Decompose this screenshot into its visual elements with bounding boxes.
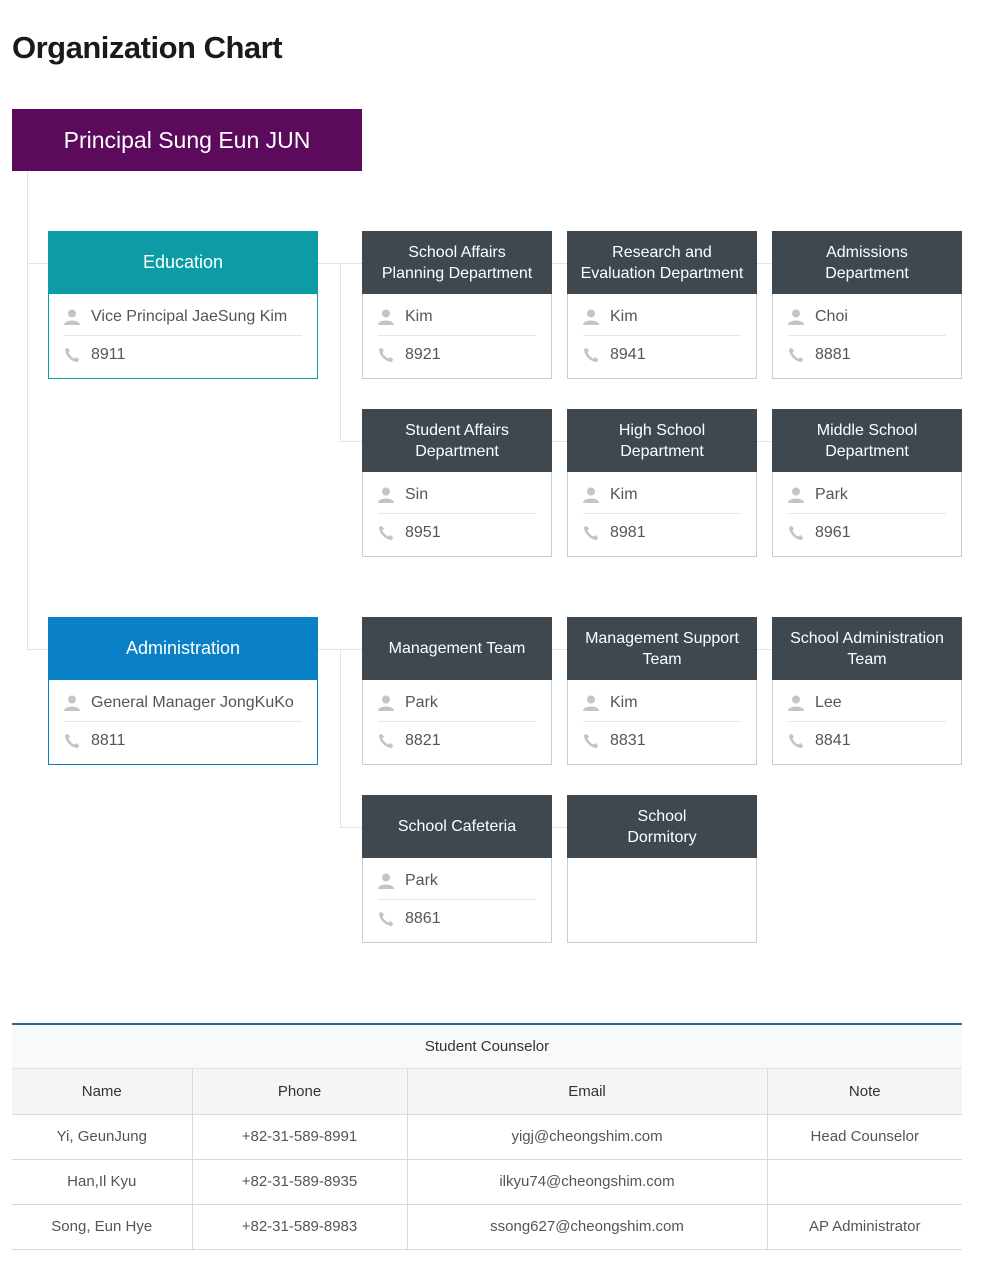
table-row: [12, 1159, 962, 1204]
department-title: School Administration Team: [772, 617, 962, 680]
phone-icon: [378, 733, 405, 749]
connector-line: [340, 827, 362, 828]
department-card: [567, 795, 757, 943]
contact-name: Park: [405, 694, 438, 711]
contact-phone-row: [583, 514, 741, 551]
person-icon: [583, 309, 610, 325]
contact-name: Park: [405, 872, 438, 889]
contact-name: Choi: [815, 308, 848, 325]
contact-name: Kim: [610, 486, 638, 503]
department-card: [362, 409, 552, 557]
department-title: School Affairs Planning Department: [362, 231, 552, 294]
contact-phone: 8841: [815, 731, 851, 749]
contact-phone-row: [583, 722, 741, 759]
contact-name: Kim: [610, 694, 638, 711]
department-card: [567, 231, 757, 379]
contact-person-row: [378, 477, 536, 514]
department-card: [362, 617, 552, 765]
table-row: [12, 1204, 962, 1249]
contact-person-row: [378, 863, 536, 900]
contact-phone-row: [378, 722, 536, 759]
cell-email: ilkyu74@cheongshim.com: [407, 1159, 767, 1204]
principal-box: Principal Sung Eun JUN: [12, 109, 362, 171]
contact-name: Sin: [405, 486, 429, 503]
cell-email: ssong627@cheongshim.com: [407, 1204, 767, 1249]
contact-phone-row: [788, 336, 946, 373]
phone-icon: [378, 525, 405, 541]
person-icon: [788, 309, 815, 325]
department-title: Research and Evaluation Department: [567, 231, 757, 294]
connector-line: [340, 263, 341, 441]
department-card: [772, 617, 962, 765]
division-title: Administration: [48, 617, 318, 680]
contact-person-row: [64, 685, 302, 722]
phone-icon: [378, 911, 405, 927]
connector-line: [27, 649, 48, 650]
person-icon: [378, 309, 405, 325]
page-title: Organization Chart: [12, 30, 283, 65]
connector-line: [757, 441, 772, 442]
department-title: Management Team: [362, 617, 552, 680]
phone-icon: [788, 347, 815, 363]
contact-person-row: [788, 299, 946, 336]
contact-person-row: [788, 685, 946, 722]
contact-phone: 8831: [610, 731, 646, 749]
contact-phone-row: [64, 336, 302, 373]
department-title: Student Affairs Department: [362, 409, 552, 472]
cell-phone: +82-31-589-8935: [192, 1159, 407, 1204]
contact-phone-row: [788, 514, 946, 551]
person-icon: [583, 695, 610, 711]
contact-phone-row: [64, 722, 302, 759]
table-header-row: [12, 1069, 962, 1114]
division-card-education: [48, 231, 318, 379]
cell-note: AP Administrator: [767, 1204, 962, 1249]
department-card: [362, 795, 552, 943]
cell-note: [767, 1159, 962, 1204]
person-icon: [788, 695, 815, 711]
phone-icon: [378, 347, 405, 363]
student-counselor-table: [12, 1023, 962, 1250]
contact-phone: 8941: [610, 345, 646, 363]
contact-name: Kim: [405, 308, 433, 325]
contact-name: Kim: [610, 308, 638, 325]
connector-line: [340, 441, 362, 442]
contact-phone: 8911: [91, 345, 126, 363]
column-header-email: Email: [407, 1069, 767, 1114]
department-title: School Cafeteria: [362, 795, 552, 858]
contact-phone-row: [378, 514, 536, 551]
connector-line: [552, 263, 567, 264]
contact-name: Lee: [815, 694, 842, 711]
contact-phone-row: [378, 900, 536, 937]
department-title: Admissions Department: [772, 231, 962, 294]
contact-phone: 8821: [405, 731, 441, 749]
division-card-administration: [48, 617, 318, 765]
contact-phone: 8861: [405, 909, 441, 927]
column-header-note: Note: [767, 1069, 962, 1114]
department-card: [772, 231, 962, 379]
column-header-phone: Phone: [192, 1069, 407, 1114]
phone-icon: [583, 733, 610, 749]
department-title: Middle School Department: [772, 409, 962, 472]
contact-person-row: [64, 299, 302, 336]
department-title: Management Support Team: [567, 617, 757, 680]
department-card: [772, 409, 962, 557]
contact-phone: 8981: [610, 523, 646, 541]
phone-icon: [788, 733, 815, 749]
connector-line: [757, 263, 772, 264]
contact-phone: 8881: [815, 345, 851, 363]
table-caption: Student Counselor: [12, 1025, 962, 1069]
connector-line: [552, 649, 567, 650]
phone-icon: [64, 347, 91, 363]
contact-person-row: [583, 685, 741, 722]
contact-phone-row: [378, 336, 536, 373]
contact-person-row: [583, 299, 741, 336]
phone-icon: [583, 347, 610, 363]
contact-phone: 8961: [815, 523, 851, 541]
column-header-name: Name: [12, 1069, 192, 1114]
phone-icon: [788, 525, 815, 541]
contact-person-row: [378, 685, 536, 722]
person-icon: [378, 695, 405, 711]
person-icon: [378, 487, 405, 503]
phone-icon: [583, 525, 610, 541]
department-card: [567, 409, 757, 557]
contact-phone: 8921: [405, 345, 441, 363]
phone-icon: [64, 733, 91, 749]
connector-line: [552, 441, 567, 442]
department-title: School Dormitory: [567, 795, 757, 858]
cell-email: yigj@cheongshim.com: [407, 1114, 767, 1159]
contact-name: Vice Principal JaeSung Kim: [91, 308, 288, 325]
contact-phone-row: [583, 336, 741, 373]
cell-name: Yi, GeunJung: [12, 1114, 192, 1159]
contact-name: Park: [815, 486, 848, 503]
table-row: [12, 1114, 962, 1159]
contact-phone: 8951: [405, 523, 441, 541]
person-icon: [64, 695, 91, 711]
connector-line: [757, 649, 772, 650]
division-title: Education: [48, 231, 318, 294]
cell-name: Han,Il Kyu: [12, 1159, 192, 1204]
connector-line: [552, 827, 567, 828]
cell-note: Head Counselor: [767, 1114, 962, 1159]
cell-phone: +82-31-589-8991: [192, 1114, 407, 1159]
department-title: High School Department: [567, 409, 757, 472]
contact-person-row: [788, 477, 946, 514]
contact-phone: 8811: [91, 731, 126, 749]
connector-line: [340, 649, 341, 827]
department-card: [567, 617, 757, 765]
person-icon: [378, 873, 405, 889]
connector-line: [27, 171, 28, 649]
person-icon: [788, 487, 815, 503]
connector-line: [27, 263, 48, 264]
contact-phone-row: [788, 722, 946, 759]
cell-phone: +82-31-589-8983: [192, 1204, 407, 1249]
person-icon: [64, 309, 91, 325]
contact-name: General Manager JongKuKo: [91, 694, 294, 711]
contact-person-row: [378, 299, 536, 336]
contact-person-row: [583, 477, 741, 514]
department-card: [362, 231, 552, 379]
cell-name: Song, Eun Hye: [12, 1204, 192, 1249]
person-icon: [583, 487, 610, 503]
